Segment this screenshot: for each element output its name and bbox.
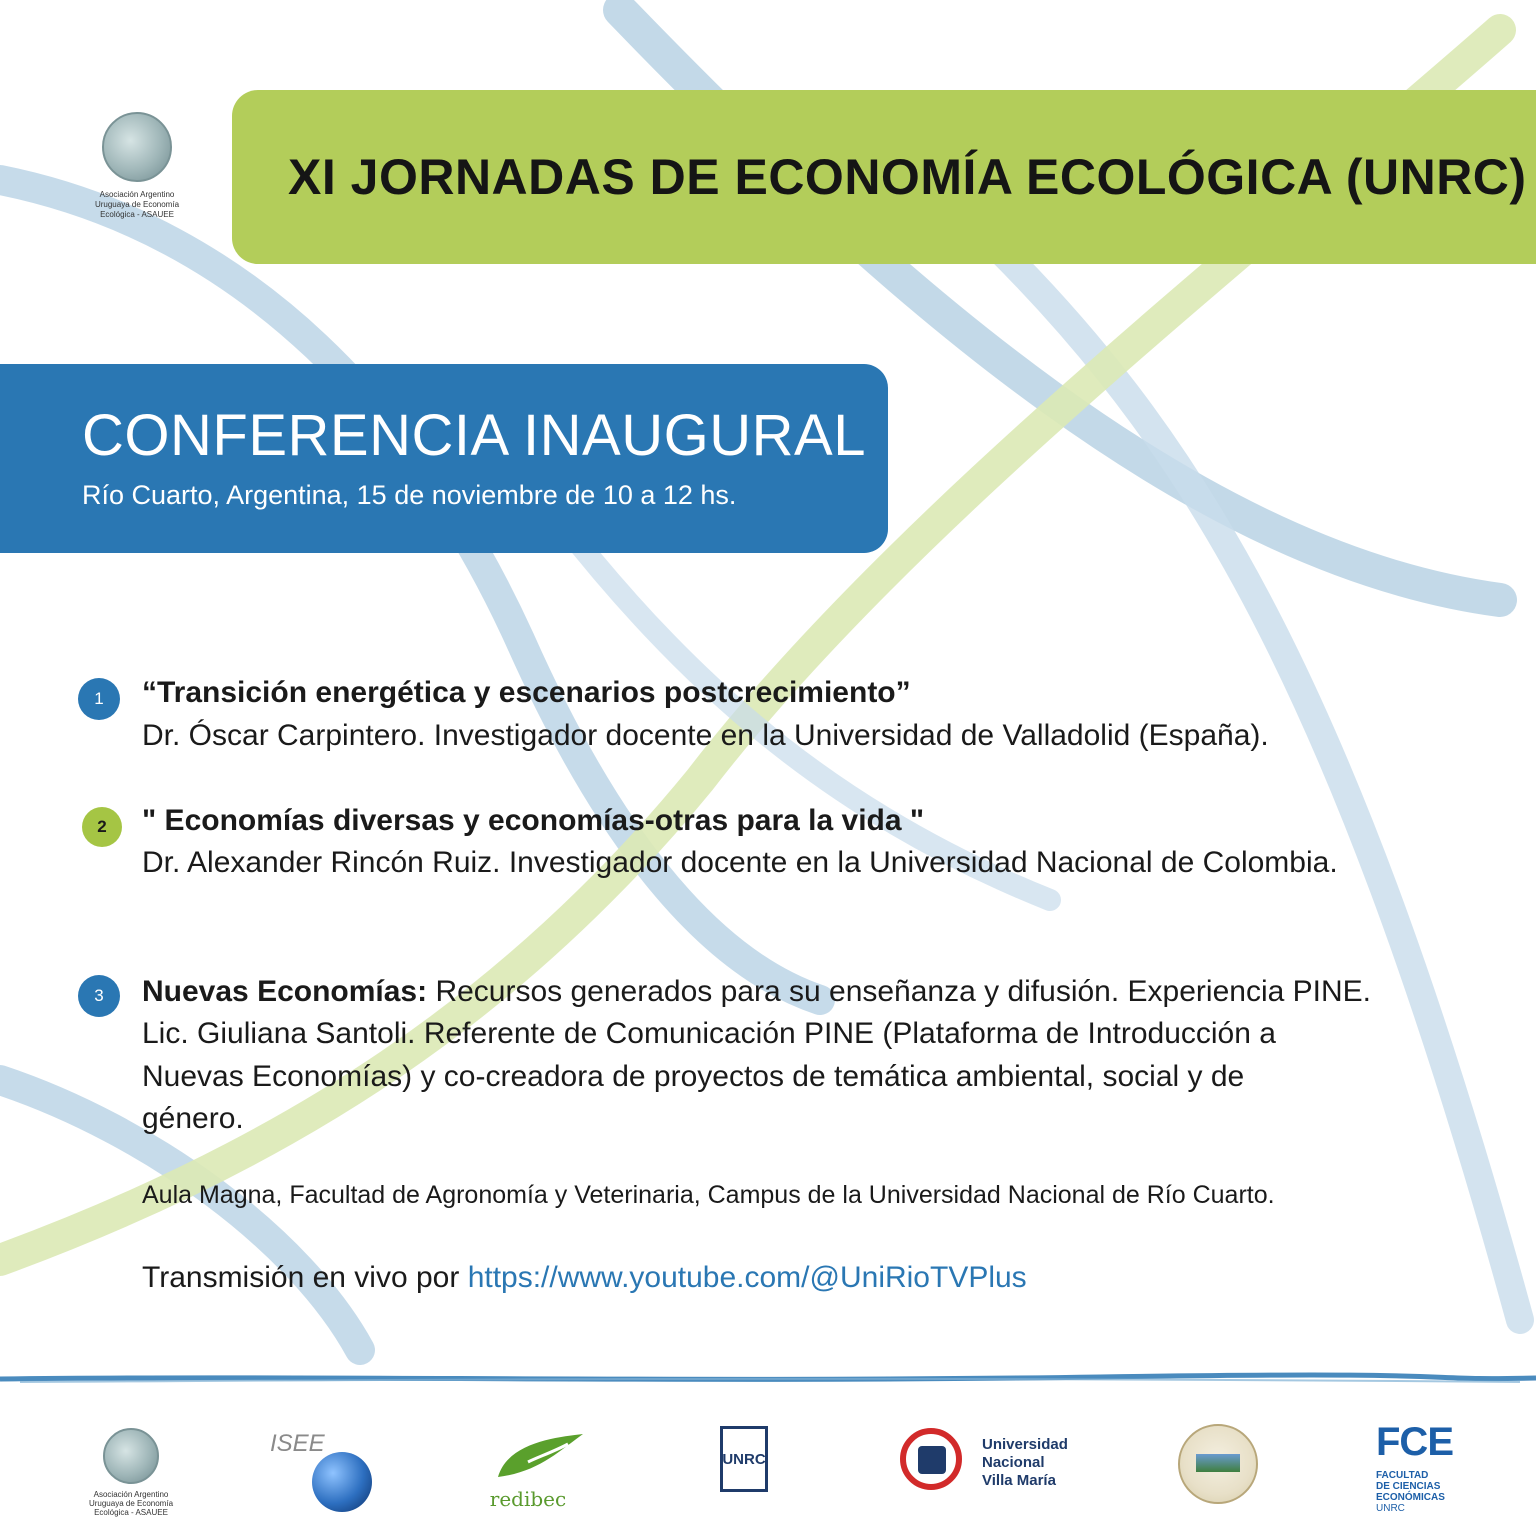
asauee-footer-caption: Asociación Argentino Uruguaya de Economía Ecológica - ASAUEE [88, 1490, 174, 1517]
asauee-footer-logo [86, 1428, 176, 1517]
talk-title: " Economías diversas y economías-otras para la vida " [142, 804, 925, 837]
unvm-line: Nacional [982, 1454, 1045, 1471]
unvm-line: Universidad [982, 1436, 1068, 1453]
talk-number-badge: 3 [78, 975, 120, 1017]
talk-heading [142, 975, 1371, 1009]
redibec-label: redibec [489, 1487, 567, 1511]
talk-number-badge: 2 [82, 807, 122, 847]
fce-caption-line: UNRC [1376, 1503, 1405, 1514]
talk-speaker-line: Lic. Giuliana Santoli. Referente de Comunicación PINE (Plataforma de Introducción a [142, 1017, 1276, 1050]
talk-speaker-line: género. [142, 1102, 244, 1135]
talk-speaker: Dr. Óscar Carpintero. Investigador docente en la Universidad de Valladolid (España). [142, 719, 1269, 752]
page-title: XI JORNADAS DE ECONOMÍA ECOLÓGICA (UNRC) [288, 149, 1527, 205]
venue-text: Aula Magna, Facultad de Agronomía y Veterinaria, Campus de la Universidad Nacional de Río Cuarto. [142, 1181, 1275, 1209]
talk-speaker-line: Nuevas Economías) y co-creadora de proyectos de temática ambiental, social y de [142, 1060, 1245, 1093]
university-seal-logo [1178, 1424, 1262, 1508]
fce-caption-line: FACULTAD [1376, 1470, 1429, 1481]
isee-logo [268, 1430, 378, 1500]
stream-prefix: Transmisión en vivo por [142, 1261, 468, 1294]
fce-caption [1376, 1470, 1486, 1514]
isee-label: ISEE [270, 1430, 325, 1457]
sponsor-logos [0, 1410, 1536, 1530]
unvm-logo [900, 1428, 1090, 1500]
unrc-logo [720, 1426, 772, 1506]
seal-icon [1178, 1424, 1258, 1504]
redibec-logo [468, 1432, 588, 1512]
globe-icon [103, 1428, 159, 1484]
unvm-name [982, 1436, 1068, 1490]
leaf-icon [468, 1432, 588, 1482]
talk-number-badge: 1 [78, 678, 120, 720]
conference-subtitle: Río Cuarto, Argentina, 15 de noviembre de 10 a 12 hs. [82, 480, 737, 510]
youtube-link[interactable]: https://www.youtube.com/@UniRioTVPlus [467, 1261, 1027, 1294]
unvm-line: Villa María [982, 1472, 1056, 1489]
fce-logo [1376, 1422, 1486, 1522]
fce-label: FCE [1376, 1420, 1453, 1464]
talk-title-rest: Recursos generados para su enseñanza y difusión. Experiencia PINE. [427, 975, 1371, 1008]
talk-title: “Transición energética y escenarios postcrecimiento” [142, 676, 911, 709]
fce-caption-line: ECONÓMICAS [1376, 1492, 1445, 1503]
fce-caption-line: DE CIENCIAS [1376, 1481, 1441, 1492]
org-caption: Asociación Argentino Uruguaya de Economía Ecológica - ASAUEE [94, 190, 180, 219]
unvm-ring-icon [900, 1428, 962, 1490]
unrc-label: UNRC [722, 1450, 766, 1468]
stream-line [142, 1261, 1027, 1295]
talk-speaker: Dr. Alexander Rincón Ruiz. Investigador docente en la Universidad Nacional de Colombia. [142, 846, 1338, 879]
earth-icon [312, 1452, 372, 1512]
conference-title: CONFERENCIA INAUGURAL [82, 403, 866, 468]
talk-title: Nuevas Economías: [142, 975, 428, 1008]
